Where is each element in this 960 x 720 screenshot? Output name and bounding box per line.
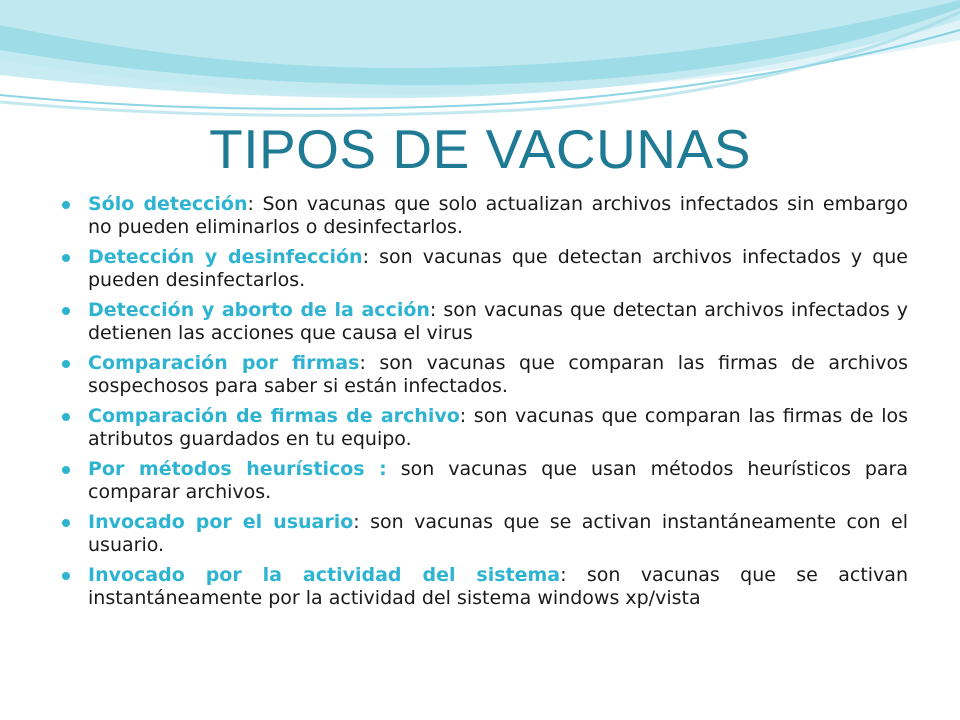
item-term: Comparación por firmas — [88, 352, 360, 374]
bullet-icon — [62, 254, 70, 262]
bullet-icon — [62, 572, 70, 580]
item-term: Por métodos heurísticos — [88, 458, 365, 480]
slide-title: TIPOS DE VACUNAS — [209, 118, 751, 180]
bullet-icon — [62, 519, 70, 527]
list-item — [60, 511, 908, 557]
list-item — [60, 458, 908, 504]
bullet-icon — [62, 360, 70, 368]
wave-header-decoration — [0, 0, 960, 120]
list-item — [60, 352, 908, 398]
bullet-icon — [62, 307, 70, 315]
item-term: Invocado por el usuario — [88, 511, 354, 533]
vaccine-types-list — [60, 193, 908, 617]
list-item — [60, 405, 908, 451]
item-description: son vacunas que se activan instantáneamente con el usuario. — [88, 511, 908, 556]
item-separator: : — [560, 564, 567, 586]
list-item — [60, 299, 908, 345]
item-separator: : — [359, 352, 366, 374]
list-item — [60, 193, 908, 239]
list-item — [60, 564, 908, 610]
list-item — [60, 246, 908, 292]
item-description: son vacunas que usan métodos heurísticos para comparar archivos. — [88, 458, 908, 503]
item-description: son vacunas que comparan las firmas de los atributos guardados en tu equipo. — [88, 405, 908, 450]
item-description: son vacunas que detectan archivos infectados y que pueden desinfectarlos. — [88, 246, 908, 291]
item-separator: : — [353, 511, 360, 533]
item-term: Comparación de firmas de archivo — [88, 405, 460, 427]
item-separator: : — [459, 405, 467, 427]
item-term: Detección y aborto de la acción — [88, 299, 430, 321]
item-description: son vacunas que se activan instantáneamente por la actividad del sistema windows xp/vista — [88, 564, 908, 609]
item-description: son vacunas que comparan las firmas de archivos sospechosos para saber si están infectados. — [88, 352, 908, 397]
bullet-icon — [62, 466, 70, 474]
item-separator: : — [362, 246, 369, 268]
bullet-icon — [62, 413, 70, 421]
item-description: son vacunas que detectan archivos infectados y detienen las acciones que causa el virus — [88, 299, 908, 344]
item-description: Son vacunas que solo actualizan archivos infectados sin embargo no pueden eliminarlos o desinfectarlos. — [88, 193, 908, 238]
item-separator: : — [247, 193, 254, 215]
item-separator: : — [429, 299, 437, 321]
item-separator: : — [364, 458, 387, 480]
item-term: Detección y desinfección — [88, 246, 363, 268]
bullet-icon — [62, 201, 70, 209]
item-term: Invocado por la actividad del sistema — [88, 564, 561, 586]
item-term: Sólo detección — [88, 193, 248, 215]
